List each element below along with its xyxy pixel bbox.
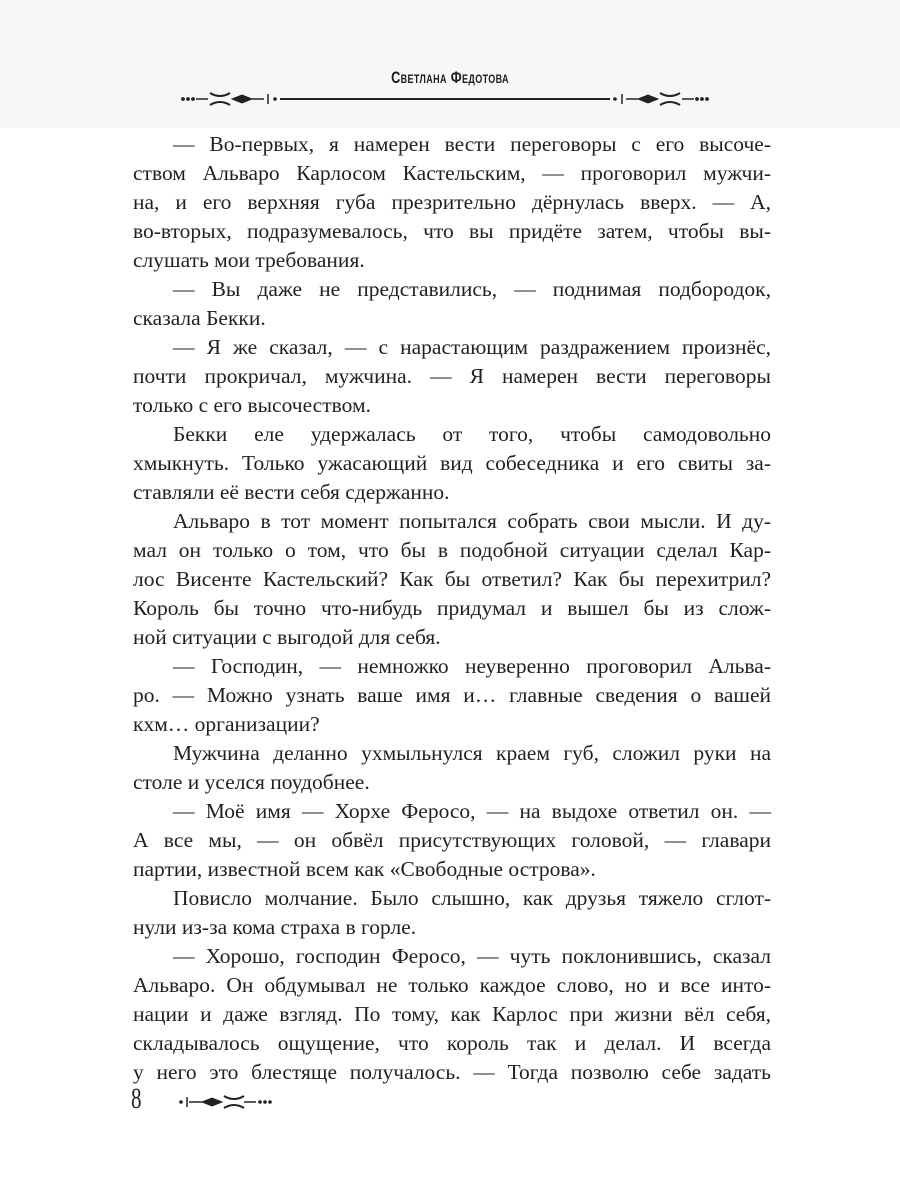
body-text (133, 130, 771, 1087)
text-line: А все мы, — он обвёл присутствующих головой, — главари (133, 828, 771, 852)
text-line: Бекки еле удержалась от того, чтобы самодовольно (173, 422, 771, 446)
text-line: Альваро. Он обдумывал не только каждое слово, но и все инто- (133, 973, 771, 997)
text-line: почти прокричал, мужчина. — Я намерен вести переговоры (133, 364, 771, 388)
text-line: у него это блестяще получалось. — Тогда позволю себе задать (133, 1060, 771, 1084)
text-line: Альваро в тот момент попытался собрать свои мысли. И ду- (173, 509, 771, 533)
text-line: ставляли её вести себя сдержанно. (133, 480, 450, 504)
text-line: складывалось ощущение, что король так и делал. И всегда (133, 1031, 771, 1055)
text-line: Повисло молчание. Было слышно, как друзья тяжело сглот- (173, 886, 771, 910)
text-line: кхм… организации? (133, 712, 320, 736)
text-line: партии, известной всем как «Свободные острова». (133, 857, 596, 881)
text-line: Король бы точно что-нибудь придумал и вышел бы из слож- (133, 596, 771, 620)
footer-ornament (178, 1094, 274, 1110)
text-line: — Во-первых, я намерен вести переговоры с его высоче- (173, 132, 771, 156)
text-line: во-вторых, подразумевалось, что вы придёте затем, чтобы вы- (133, 219, 771, 243)
text-line: мал он только о том, что бы в подобной ситуации сделал Кар- (133, 538, 771, 562)
text-line: — Вы даже не представились, — поднимая подбородок, (173, 277, 771, 301)
header-band (0, 0, 900, 128)
text-line: лос Висенте Кастельский? Как бы ответил? Как бы перехитрил? (133, 567, 771, 591)
text-line: слушать мои требования. (133, 248, 365, 272)
text-line: на, и его верхняя губа презрительно дёрнулась вверх. — А, (133, 190, 771, 214)
page-number: 8 (131, 1082, 142, 1115)
text-line: сказала Бекки. (133, 306, 266, 330)
text-line: ро. — Можно узнать ваше имя и… главные сведения о вашей (133, 683, 771, 707)
text-line: нации и даже взгляд. По тому, как Карлос при жизни вёл себя, (133, 1002, 771, 1026)
running-head-author: Светлана Федотова (391, 68, 509, 87)
text-line: — Я же сказал, — с нарастающим раздражением произнёс, (173, 335, 771, 359)
text-line: хмыкнуть. Только ужасающий вид собеседника и его свиты за- (133, 451, 771, 475)
text-line: столе и уселся поудобнее. (133, 770, 370, 794)
text-line: — Хорошо, господин Феросо, — чуть поклонившись, сказал (173, 944, 771, 968)
header-ornament-divider (180, 90, 710, 108)
text-line: Мужчина деланно ухмыльнулся краем губ, сложил руки на (173, 741, 771, 765)
text-line: — Господин, — немножко неуверенно проговорил Альва- (173, 654, 771, 678)
text-line: ной ситуации с выгодой для себя. (133, 625, 441, 649)
text-line: только с его высочеством. (133, 393, 371, 417)
text-line: — Моё имя — Хорхе Феросо, — на выдохе ответил он. — (173, 799, 771, 823)
text-line: ством Альваро Карлосом Кастельским, — проговорил мужчи- (133, 161, 771, 185)
text-line: нули из-за кома страха в горле. (133, 915, 417, 939)
